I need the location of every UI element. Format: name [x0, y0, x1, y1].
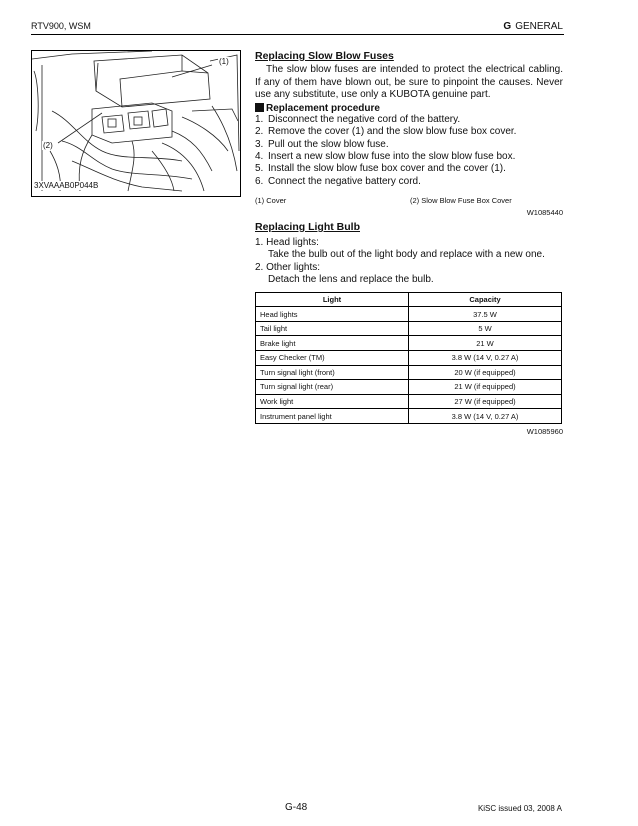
- list-item: 1. Head lights:: [255, 237, 319, 248]
- fuse-section: [255, 50, 563, 217]
- table-row: [256, 409, 562, 424]
- cell-capacity: 37.5 W: [409, 307, 562, 322]
- page-number: G-48: [285, 802, 308, 813]
- bulb-instructions: [255, 237, 563, 287]
- section-name: GENERAL: [515, 21, 563, 32]
- cell-light: Easy Checker (TM): [256, 351, 409, 366]
- reference-code: W1085960: [526, 426, 563, 436]
- table-row: [256, 336, 562, 351]
- cell-capacity: 5 W: [409, 321, 562, 336]
- header-rule: [31, 34, 564, 35]
- legend-item-cover: (1) Cover: [255, 196, 287, 206]
- cell-light: Head lights: [256, 307, 409, 322]
- cell-capacity: 27 W (if equipped): [409, 394, 562, 409]
- column-header-capacity: Capacity: [409, 292, 562, 307]
- section-letter: G: [503, 21, 512, 32]
- issue-info: KiSC issued 03, 2008 A: [477, 804, 562, 813]
- bulb-capacity-table: [255, 292, 562, 424]
- figure-legend: [255, 196, 563, 205]
- document-title: RTV900, WSM: [31, 21, 91, 31]
- list-item: 5. Install the slow blow fuse box cover and the cover (1).: [255, 163, 506, 175]
- table-row: [256, 365, 562, 380]
- table-header-row: [256, 292, 562, 307]
- list-item-detail: Take the bulb out of the light body and replace with a new one.: [268, 249, 545, 261]
- list-item: 4. Insert a new slow blow fuse into the slow blow fuse box.: [255, 151, 516, 162]
- fuse-box-illustration: [31, 50, 241, 197]
- bulb-section-title: Replacing Light Bulb: [255, 221, 360, 233]
- illustration-drawing: [32, 51, 240, 196]
- list-item: 1. Disconnect the negative cord of the battery.: [255, 113, 461, 125]
- table-row: [256, 394, 562, 409]
- cell-light: Brake light: [256, 336, 409, 351]
- cell-capacity: 3.8 W (14 V, 0.27 A): [409, 409, 562, 424]
- list-item: 2. Remove the cover (1) and the slow blow fuse box cover.: [255, 126, 517, 138]
- procedure-steps: [255, 114, 563, 188]
- fuse-intro: The slow blow fuses are intended to protect the electrical cabling. If any of them have blown out, be sure to pinpoint the causes. Never use any substitute, use only a KUBOTA genuine part.: [255, 64, 563, 101]
- column-header-light: Light: [256, 292, 409, 307]
- cell-capacity: 3.8 W (14 V, 0.27 A): [409, 351, 562, 366]
- cell-capacity: 21 W: [409, 336, 562, 351]
- table-row: [256, 380, 562, 395]
- table-row: [256, 351, 562, 366]
- cell-light: Tail light: [256, 321, 409, 336]
- cell-capacity: 21 W (if equipped): [409, 380, 562, 395]
- cell-light: Work light: [256, 394, 409, 409]
- cell-light: Turn signal light (front): [256, 365, 409, 380]
- procedure-heading: Replacement procedure: [255, 103, 563, 114]
- callout-1: (1): [219, 57, 229, 66]
- list-item: 6. Connect the negative battery cord.: [255, 175, 421, 187]
- figure-code: 3XVAAAB0P044B: [34, 181, 99, 190]
- section-header: [503, 21, 563, 32]
- legend-item-fuse-box-cover: (2) Slow Blow Fuse Box Cover: [410, 196, 512, 206]
- callout-2: (2): [43, 141, 53, 150]
- cell-light: Instrument panel light: [256, 409, 409, 424]
- list-item: 2. Other lights:: [255, 261, 321, 273]
- fuse-section-title: Replacing Slow Blow Fuses: [255, 50, 394, 62]
- reference-code: W1085440: [526, 208, 563, 218]
- square-bullet-icon: [255, 103, 264, 112]
- list-item: 3. Pull out the slow blow fuse.: [255, 138, 389, 150]
- table-row: [256, 321, 562, 336]
- cell-light: Turn signal light (rear): [256, 380, 409, 395]
- list-item-detail: Detach the lens and replace the bulb.: [268, 274, 434, 286]
- cell-capacity: 20 W (if equipped): [409, 365, 562, 380]
- table-row: [256, 307, 562, 322]
- bulb-section: [255, 221, 563, 436]
